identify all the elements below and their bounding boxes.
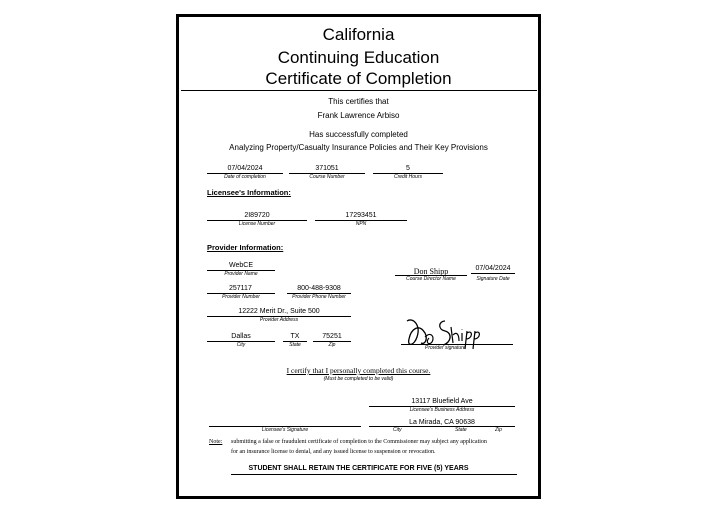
licensee-city-state-zip-line — [369, 426, 515, 427]
note-line-1: submitting a false or fraudulent certificate of completion to the Commissioner may subject any application — [231, 439, 487, 445]
director-name: Don Shipp — [413, 267, 449, 276]
license-number-label: License Number — [238, 221, 276, 227]
provider-zip-label: Zip — [328, 342, 336, 348]
course-title: Analyzing Property/Casualty Insurance Policies and Their Key Provisions — [229, 143, 488, 152]
director-name-label: Course Director Name — [406, 276, 456, 282]
license-number: 2I89720 — [244, 212, 270, 219]
provider-zip: 75251 — [322, 333, 342, 340]
certify-statement: I certify that I personally completed this course. — [286, 366, 431, 375]
provider-number-label: Provider Number — [222, 294, 260, 300]
provider-city: Dallas — [231, 333, 251, 340]
completed-text: Has successfully completed — [309, 130, 408, 139]
licensee-zip-label: Zip — [495, 427, 502, 433]
licensee-city-state-zip: La Mirada, CA 90638 — [409, 419, 475, 426]
note-label: Note: — [209, 439, 223, 445]
note-line-2: for an insurance license to denial, and any issued license to suspension or revocation. — [231, 449, 436, 455]
signature-date-label: Signature Date — [476, 276, 510, 282]
provider-phone-label: Provider Phone Number — [292, 294, 346, 300]
title-state: California — [322, 25, 395, 44]
course-number: 371051 — [315, 165, 339, 172]
signature-date: 07/04/2024 — [475, 265, 511, 272]
provider-info-heading: Provider Information: — [207, 243, 284, 252]
licensee-business-address-label: Licensee's Business Address — [409, 407, 475, 413]
provider-name: WebCE — [229, 262, 253, 269]
provider-state-label: State — [289, 342, 301, 348]
completion-date-label: Date of completion — [224, 174, 266, 180]
provider-number: 257117 — [229, 285, 252, 292]
credit-hours: 5 — [406, 165, 410, 172]
provider-city-label: City — [236, 342, 246, 348]
licensee-business-address: 13117 Bluefield Ave — [411, 398, 473, 405]
credit-hours-label: Credit Hours — [393, 174, 423, 180]
npn: 17293451 — [345, 212, 377, 219]
title-divider — [181, 90, 537, 91]
licensee-city-label: City — [393, 427, 402, 433]
certify-note: (Must be completed to be valid) — [323, 376, 394, 382]
signature-date-line — [471, 273, 515, 274]
licensee-info-heading: Licensee's Information: — [207, 188, 291, 197]
completion-date: 07/04/2024 — [227, 165, 263, 172]
provider-address: 12222 Merit Dr., Suite 500 — [238, 308, 320, 315]
certifies-text: This certifies that — [328, 97, 389, 106]
provider-signature-label: Provider signature — [425, 345, 466, 351]
course-number-label: Course Number — [309, 174, 345, 180]
provider-state: TX — [290, 333, 300, 340]
title-certificate: Certificate of Completion — [265, 69, 452, 88]
npn-label: NPN — [355, 221, 367, 227]
provider-phone: 800-488-9308 — [297, 285, 341, 292]
provider-address-label: Provider Address — [259, 317, 299, 323]
licensee-signature-label: Licensee's Signature — [261, 427, 309, 433]
licensee-state-label: State — [455, 427, 467, 433]
retention-notice: STUDENT SHALL RETAIN THE CERTIFICATE FOR FIVE (5) YEARS — [248, 465, 469, 472]
footer-rule — [231, 474, 517, 475]
certificate — [176, 14, 541, 499]
provider-name-label: Provider Name — [224, 271, 258, 277]
title-program: Continuing Education — [277, 48, 440, 67]
licensee-name: Frank Lawrence Arbiso — [317, 111, 400, 120]
